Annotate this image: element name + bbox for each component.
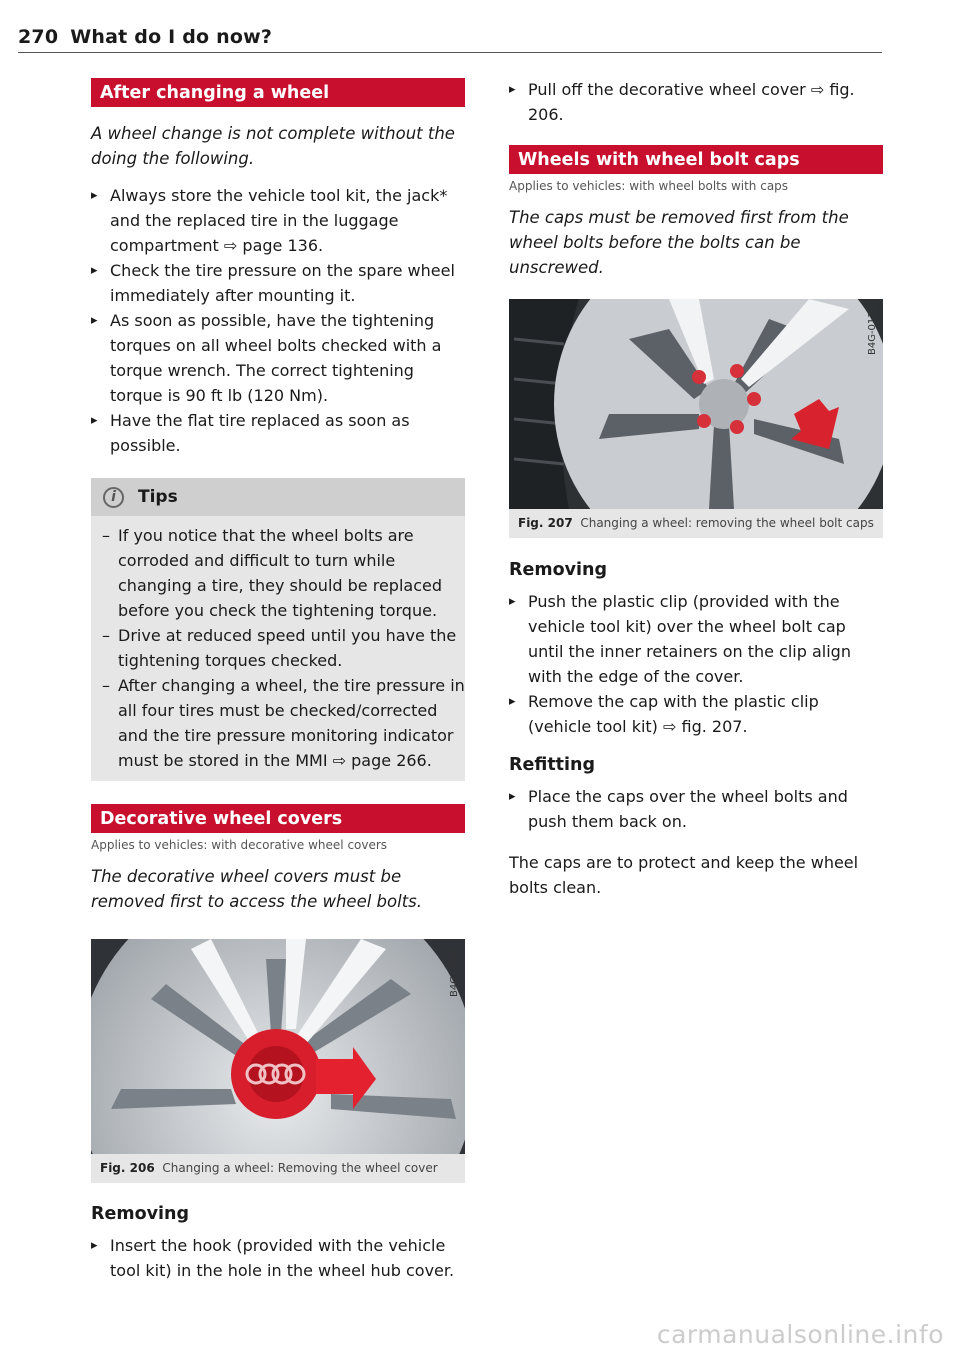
wheel-bolt-illustration (509, 299, 883, 509)
figure-206-caption (91, 1154, 465, 1183)
figure-code: B4G-0145 (449, 947, 460, 998)
tip-item: – After changing a wheel, the tire pressure in all four tires must be checked/corrected and the tire pressure monitoring indicator must be stored in the MMI ⇨ page 266. (91, 673, 465, 773)
refitting-list (509, 784, 883, 834)
figure-caption-text: Changing a wheel: removing the wheel bolt caps (580, 516, 874, 530)
chapter-title: What do I do now? (70, 26, 273, 48)
closing-paragraph: The caps are to protect and keep the wheel bolts clean. (509, 853, 859, 897)
wheel-cover-illustration (91, 939, 465, 1154)
figure-label: Fig. 206 (100, 1161, 155, 1175)
intro-decorative: The decorative wheel covers must be removed first to access the wheel bolts. (91, 867, 423, 911)
figure-label: Fig. 207 (518, 516, 573, 530)
page-header (18, 26, 272, 48)
figure-caption-text: Changing a wheel: Removing the wheel cover (162, 1161, 438, 1175)
list-item: ▸ Have the flat tire replaced as soon as possible. (91, 408, 465, 458)
section-heading-bolt-caps: Wheels with wheel bolt caps (509, 145, 883, 174)
after-changing-list (91, 183, 465, 458)
section-heading-after-changing: After changing a wheel (91, 78, 465, 107)
list-item: ▸ As soon as possible, have the tightening torques on all wheel bolts checked with a torque wrench. The correct tightening torque is 90 ft lb (120 Nm). (91, 308, 465, 408)
list-item: ▸ Insert the hook (provided with the vehicle tool kit) in the hole in the wheel hub cover. (91, 1233, 465, 1283)
figure-206-image (91, 939, 465, 1154)
subheading-removing: Removing (91, 1204, 189, 1224)
page-number: 270 (18, 26, 59, 48)
figure-207-image (509, 299, 883, 509)
list-item: ▸ Pull off the decorative wheel cover ⇨ fig. 206. (509, 77, 883, 127)
watermark: carmanualsonline.info (656, 1320, 944, 1349)
figure-code: B4G-0132 (867, 305, 878, 356)
list-item: ▸ Check the tire pressure on the spare wheel immediately after mounting it. (91, 258, 465, 308)
list-item: ▸ Remove the cap with the plastic clip (vehicle tool kit) ⇨ fig. 207. (509, 689, 883, 739)
applies-decorative: Applies to vehicles: with decorative wheel covers (91, 838, 388, 852)
tips-list (91, 516, 465, 773)
tips-title: Tips (138, 487, 178, 507)
tips-header (91, 478, 465, 516)
section-heading-decorative: Decorative wheel covers (91, 804, 465, 833)
header-rule (18, 52, 882, 53)
removing-list (509, 589, 883, 739)
list-item: ▸ Place the caps over the wheel bolts and push them back on. (509, 784, 883, 834)
intro-bolt-caps: The caps must be removed first from the wheel bolts before the bolts can be unscrewed. (509, 208, 849, 277)
info-icon: i (103, 487, 124, 508)
list-item: ▸ Always store the vehicle tool kit, the jack* and the replaced tire in the luggage compartment ⇨ page 136. (91, 183, 465, 258)
list-item: ▸ Push the plastic clip (provided with the vehicle tool kit) over the wheel bolt cap until the inner retainers on the clip align with the edge of the cover. (509, 589, 883, 689)
subheading-refitting: Refitting (509, 755, 596, 775)
right-column (509, 77, 883, 900)
tip-item: – Drive at reduced speed until you have the tightening torques checked. (91, 623, 465, 673)
intro-after-changing: A wheel change is not complete without the doing the following. (91, 124, 455, 168)
left-column (91, 78, 465, 1283)
tips-box (91, 478, 465, 781)
subheading-removing: Removing (509, 560, 607, 580)
applies-bolt-caps: Applies to vehicles: with wheel bolts with caps (509, 179, 789, 193)
figure-207-caption (509, 509, 883, 538)
tip-item: – If you notice that the wheel bolts are corroded and difficult to turn while changing a tire, they should be replaced before you check the tightening torque. (91, 523, 465, 623)
